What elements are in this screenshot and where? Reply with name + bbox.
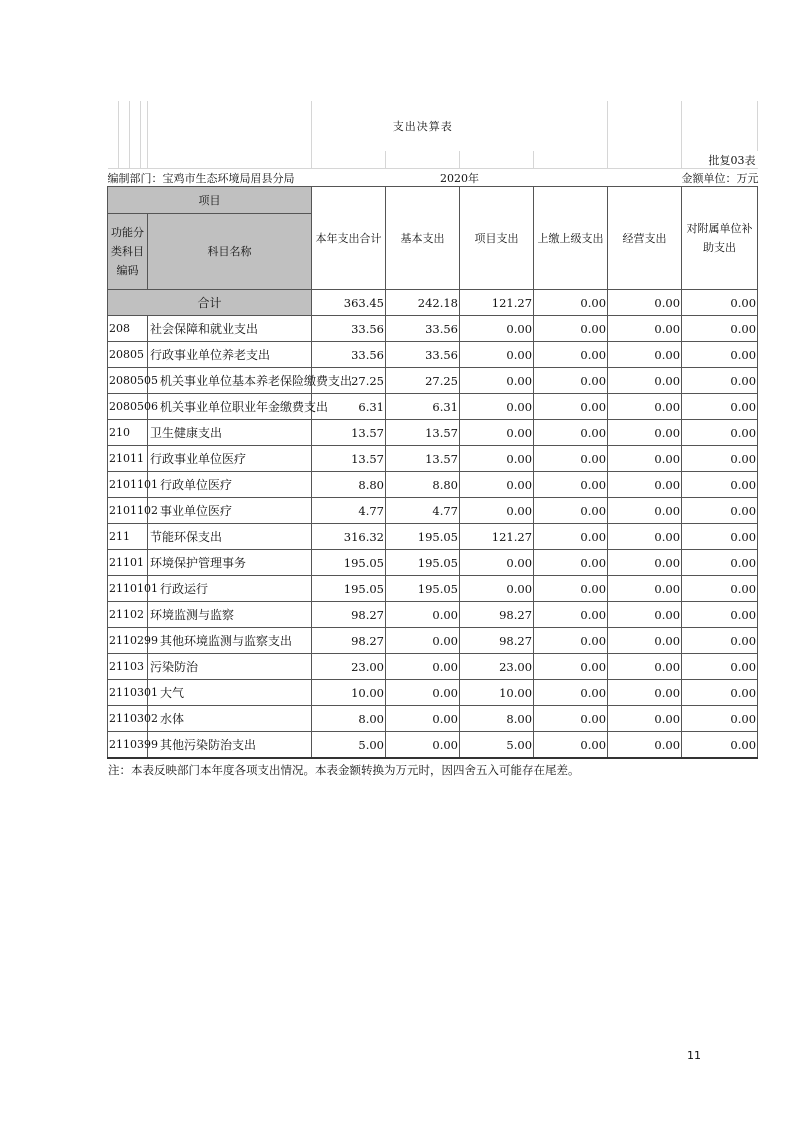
row-value: 0.00: [460, 394, 534, 420]
row-value: 195.05: [312, 550, 386, 576]
row-code: 2101101: [108, 472, 148, 498]
row-value: 0.00: [608, 602, 682, 628]
row-value: 0.00: [534, 446, 608, 472]
row-name-cell: [148, 524, 312, 550]
table-row: [108, 680, 758, 706]
header-item: 项目: [108, 187, 312, 214]
table-row: [108, 732, 758, 759]
row-value: 0.00: [386, 732, 460, 759]
row-value: 0.00: [682, 524, 758, 550]
row-name-cell: [148, 654, 312, 680]
currency-unit: 金额单位：万元: [682, 169, 758, 187]
row-name: 机关事业单位职业年金缴费支出: [160, 400, 329, 414]
row-value: 5.00: [312, 732, 386, 759]
row-value: 0.00: [608, 394, 682, 420]
row-value: 6.31: [312, 394, 386, 420]
row-value: 33.56: [312, 342, 386, 368]
row-name: 大气: [160, 686, 185, 700]
row-name: 环境保护管理事务: [150, 556, 247, 570]
row-value: 0.00: [608, 498, 682, 524]
row-value: 195.05: [386, 576, 460, 602]
expenditure-table: [107, 101, 758, 759]
row-value: 0.00: [460, 498, 534, 524]
row-value: 5.00: [460, 732, 534, 759]
form-number: 批复03表: [708, 153, 756, 167]
table-row: [108, 420, 758, 446]
row-value: 23.00: [460, 654, 534, 680]
header-upper: 上缴上级支出: [534, 187, 608, 290]
table-row: [108, 706, 758, 732]
row-value: 0.00: [460, 550, 534, 576]
row-value: 0.00: [682, 732, 758, 759]
row-code: 2110399: [108, 732, 148, 759]
row-value: 195.05: [312, 576, 386, 602]
table-body: [108, 290, 758, 759]
row-value: 13.57: [312, 446, 386, 472]
row-code: 21011: [108, 446, 148, 472]
row-name-cell: [148, 316, 312, 342]
row-value: 8.80: [312, 472, 386, 498]
row-value: 0.00: [608, 368, 682, 394]
table-row: [108, 628, 758, 654]
row-value: 0.00: [534, 602, 608, 628]
row-name-cell: [148, 498, 312, 524]
total-cell: 121.27: [460, 290, 534, 316]
row-code: 2110101: [108, 576, 148, 602]
row-value: 316.32: [312, 524, 386, 550]
row-value: 0.00: [608, 732, 682, 759]
row-value: 0.00: [534, 342, 608, 368]
row-value: 0.00: [534, 524, 608, 550]
row-value: 0.00: [608, 342, 682, 368]
row-value: 98.27: [312, 602, 386, 628]
table-row: [108, 394, 758, 420]
total-cell: 242.18: [386, 290, 460, 316]
row-name-cell: [148, 576, 312, 602]
row-value: 0.00: [386, 680, 460, 706]
row-value: 121.27: [460, 524, 534, 550]
row-value: 0.00: [608, 420, 682, 446]
row-value: 8.00: [312, 706, 386, 732]
header-project: 项目支出: [460, 187, 534, 290]
row-value: 13.57: [386, 420, 460, 446]
header-basic: 基本支出: [386, 187, 460, 290]
row-value: 13.57: [312, 420, 386, 446]
table-row: [108, 654, 758, 680]
row-name: 卫生健康支出: [150, 426, 223, 440]
row-value: 98.27: [460, 602, 534, 628]
row-name: 行政事业单位医疗: [150, 452, 247, 466]
header-code: 功能分类科目编码: [108, 214, 148, 290]
row-value: 0.00: [386, 706, 460, 732]
total-cell: 0.00: [608, 290, 682, 316]
total-cell: 363.45: [312, 290, 386, 316]
row-value: 0.00: [460, 446, 534, 472]
row-value: 0.00: [534, 472, 608, 498]
row-value: 0.00: [682, 498, 758, 524]
row-value: 10.00: [312, 680, 386, 706]
header-total: 本年支出合计: [312, 187, 386, 290]
total-cell: 0.00: [534, 290, 608, 316]
row-value: 0.00: [682, 602, 758, 628]
table-row: [108, 498, 758, 524]
row-value: 98.27: [312, 628, 386, 654]
row-value: 0.00: [682, 316, 758, 342]
meta-row: [108, 169, 758, 187]
row-value: 195.05: [386, 550, 460, 576]
row-code: 208: [108, 316, 148, 342]
row-name-cell: [148, 342, 312, 368]
row-value: 0.00: [608, 576, 682, 602]
row-code: 21103: [108, 654, 148, 680]
row-code: 2110301: [108, 680, 148, 706]
row-name-cell: [148, 732, 312, 759]
row-value: 0.00: [534, 316, 608, 342]
row-value: 0.00: [682, 420, 758, 446]
row-code: 2110299: [108, 628, 148, 654]
row-value: 0.00: [460, 368, 534, 394]
table-row: [108, 446, 758, 472]
row-value: 0.00: [534, 680, 608, 706]
row-value: 23.00: [312, 654, 386, 680]
row-value: 0.00: [682, 680, 758, 706]
footnote: 注：本表反映部门本年度各项支出情况。本表金额转换为万元时，因四舍五入可能存在尾差。: [108, 763, 580, 777]
row-value: 0.00: [682, 576, 758, 602]
row-value: 98.27: [460, 628, 534, 654]
row-name-cell: [148, 368, 353, 394]
total-row: [108, 290, 758, 316]
row-value: 0.00: [682, 550, 758, 576]
row-name: 行政事业单位养老支出: [150, 348, 271, 362]
row-value: 0.00: [534, 420, 608, 446]
row-value: 4.77: [312, 498, 386, 524]
row-value: 195.05: [386, 524, 460, 550]
row-code: 20805: [108, 342, 148, 368]
row-value: 0.00: [682, 654, 758, 680]
row-value: 0.00: [682, 368, 758, 394]
header-name: 科目名称: [148, 214, 312, 290]
row-value: 0.00: [682, 394, 758, 420]
expenditure-sheet: [107, 101, 757, 778]
row-code: 21102: [108, 602, 148, 628]
row-code: 210: [108, 420, 148, 446]
row-value: 0.00: [608, 524, 682, 550]
row-value: 0.00: [682, 446, 758, 472]
form-number-row: [108, 151, 758, 169]
row-name-cell: [148, 446, 312, 472]
row-value: 0.00: [386, 654, 460, 680]
row-code: 2110302: [108, 706, 148, 732]
row-value: 0.00: [386, 602, 460, 628]
row-name: 机关事业单位基本养老保险缴费支出: [160, 374, 353, 388]
row-value: 0.00: [534, 576, 608, 602]
row-value: 0.00: [386, 628, 460, 654]
table-row: [108, 602, 758, 628]
row-value: 0.00: [534, 368, 608, 394]
row-value: 0.00: [460, 472, 534, 498]
table-row: [108, 550, 758, 576]
table-row: [108, 524, 758, 550]
total-cell: 0.00: [682, 290, 758, 316]
row-name: 节能环保支出: [150, 530, 223, 544]
row-value: 0.00: [460, 316, 534, 342]
row-name-cell: [148, 420, 312, 446]
row-code: 211: [108, 524, 148, 550]
row-name: 水体: [160, 712, 185, 726]
row-value: 0.00: [608, 316, 682, 342]
row-name: 环境监测与监察: [150, 608, 235, 622]
title-row: [108, 101, 758, 151]
table-row: [108, 316, 758, 342]
row-name-cell: [148, 602, 312, 628]
row-value: 8.00: [460, 706, 534, 732]
row-value: 0.00: [682, 628, 758, 654]
row-name: 其他污染防治支出: [160, 738, 257, 752]
table-row: [108, 342, 758, 368]
row-value: 0.00: [534, 732, 608, 759]
row-value: 0.00: [460, 342, 534, 368]
compiling-unit: 编制部门：宝鸡市生态环境局眉县分局: [108, 169, 386, 187]
row-value: 33.56: [386, 316, 460, 342]
row-name-cell: [148, 680, 312, 706]
row-value: 0.00: [608, 446, 682, 472]
fiscal-year: 2020年: [386, 169, 534, 187]
row-code: 2080505: [108, 368, 148, 394]
row-name: 社会保障和就业支出: [150, 322, 259, 336]
row-value: 0.00: [534, 550, 608, 576]
header-row-1: [108, 187, 758, 214]
page-number: 11: [687, 1049, 701, 1062]
row-code: 21101: [108, 550, 148, 576]
row-value: 27.25: [386, 368, 460, 394]
row-value: 0.00: [608, 472, 682, 498]
row-value: 0.00: [534, 654, 608, 680]
row-value: 0.00: [608, 680, 682, 706]
row-value: 0.00: [608, 628, 682, 654]
row-value: 27.25: [312, 368, 386, 394]
row-value: 6.31: [386, 394, 460, 420]
row-value: 0.00: [682, 706, 758, 732]
row-value: 0.00: [534, 498, 608, 524]
row-value: 0.00: [608, 550, 682, 576]
row-name: 事业单位医疗: [160, 504, 233, 518]
row-name-cell: [148, 706, 312, 732]
row-name: 行政运行: [160, 582, 209, 596]
row-value: 0.00: [534, 628, 608, 654]
row-name-cell: [148, 394, 329, 420]
row-value: 0.00: [608, 654, 682, 680]
page-title: 支出决算表: [392, 120, 453, 133]
row-name: 其他环境监测与监察支出: [160, 634, 293, 648]
row-code: 2101102: [108, 498, 148, 524]
row-name: 行政单位医疗: [160, 478, 233, 492]
table-row: [108, 576, 758, 602]
header-business: 经营支出: [608, 187, 682, 290]
table-row: [108, 472, 758, 498]
row-name: 污染防治: [150, 660, 199, 674]
row-value: 13.57: [386, 446, 460, 472]
row-value: 0.00: [682, 342, 758, 368]
header-subsidy: 对附属单位补助支出: [682, 187, 758, 290]
row-value: 33.56: [312, 316, 386, 342]
row-value: 0.00: [460, 576, 534, 602]
row-value: 4.77: [386, 498, 460, 524]
row-value: 0.00: [534, 394, 608, 420]
row-code: 2080506: [108, 394, 148, 420]
row-value: 8.80: [386, 472, 460, 498]
row-value: 0.00: [608, 706, 682, 732]
table-row: [108, 368, 758, 394]
row-name-cell: [148, 550, 312, 576]
row-name-cell: [148, 472, 312, 498]
row-value: 0.00: [460, 420, 534, 446]
row-name-cell: [148, 628, 312, 654]
total-label: 合计: [108, 290, 312, 316]
row-value: 0.00: [534, 706, 608, 732]
row-value: 0.00: [682, 472, 758, 498]
row-value: 33.56: [386, 342, 460, 368]
row-value: 10.00: [460, 680, 534, 706]
